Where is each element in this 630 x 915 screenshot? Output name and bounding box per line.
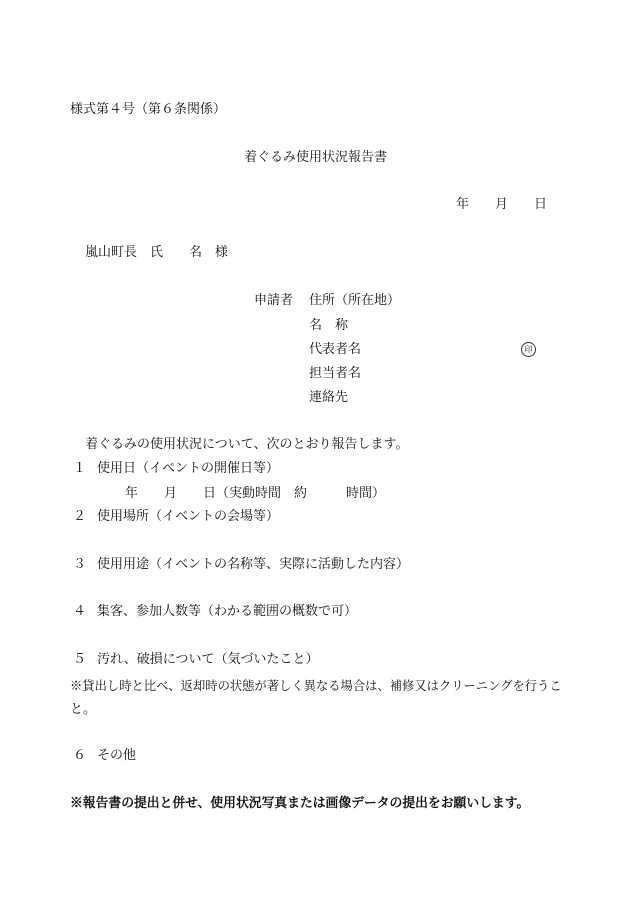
addressee: 嵐山町長 氏 名 様 (85, 245, 229, 260)
item-3-text: 使用用途（イベントの名称等、実際に活動した内容） (97, 557, 410, 572)
address-label: 住所（所在地） (309, 293, 401, 308)
document-title: 着ぐるみ使用状況報告書 (244, 150, 388, 165)
staff-label: 担当者名 (309, 366, 362, 381)
item-4-text: 集客、参加人数等（わかる範囲の概数で可） (97, 604, 358, 619)
item-5-note-line-2: と。 (70, 702, 97, 717)
item-1-number: １ (73, 461, 87, 476)
item-2-text: 使用場所（イベントの会場等） (97, 509, 280, 524)
item-1-sub: 年 月 日（実動時間 約 時間） (125, 486, 386, 501)
item-4-number: ４ (73, 604, 87, 619)
name-label: 名 称 (309, 318, 349, 333)
seal-mark: 印 (521, 342, 536, 357)
item-6-text: その他 (97, 748, 137, 763)
item-5-number: ５ (73, 652, 87, 667)
item-5-text: 汚れ、破損について（気づいたこと） (97, 652, 319, 667)
intro-text: 着ぐるみの使用状況について、次のとおり報告します。 (85, 437, 409, 452)
contact-label: 連絡先 (309, 390, 349, 405)
date-line: 年 月 日 (456, 197, 548, 212)
form-number: 様式第４号（第６条関係） (70, 102, 227, 117)
item-5-note-line-1: ※貸出し時と比べ、返却時の状態が著しく異なる場合は、補修又はクリーニングを行うこ (70, 679, 562, 693)
item-3-number: ３ (73, 557, 87, 572)
applicant-label: 申請者 (254, 293, 294, 308)
item-6-number: ６ (73, 748, 87, 763)
representative-label: 代表者名 (309, 342, 362, 357)
footer-note: ※報告書の提出と併せ、使用状況写真または画像データの提出をお願いします。 (70, 796, 530, 811)
item-1-text: 使用日（イベントの開催日等） (97, 461, 280, 476)
item-2-number: ２ (73, 509, 87, 524)
